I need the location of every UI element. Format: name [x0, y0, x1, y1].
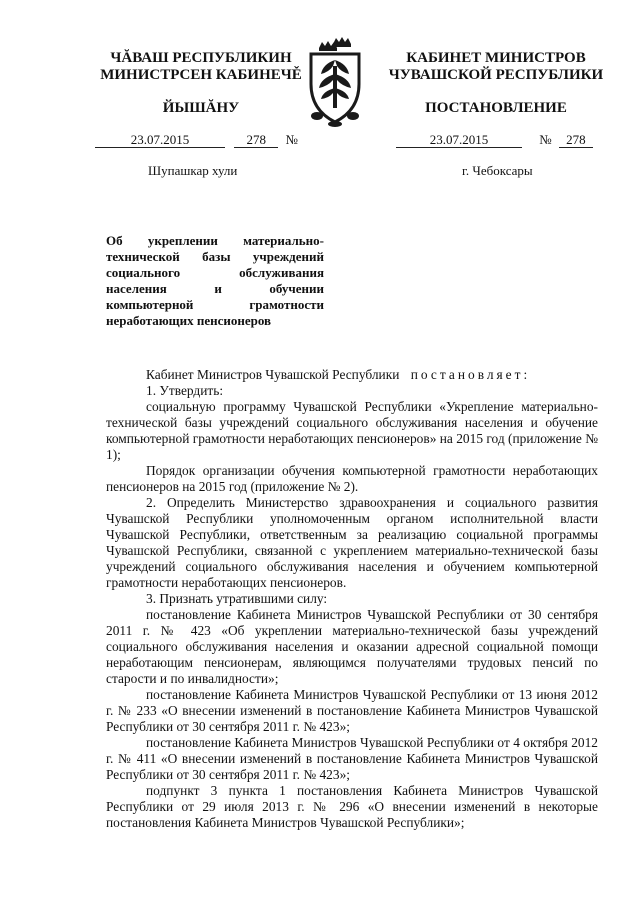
left-date: 23.07.2015 — [95, 132, 225, 148]
paragraph-5: 3. Признать утратившими силу: — [146, 591, 328, 606]
document-body — [106, 367, 598, 831]
paragraph-4: 2. Определить Министерство здравоохранения и социального развития Чувашской Республики уполномоченным органом исполнительной власти Чувашской Республики, ответственным за реализацию социальной программы Чувашской Республики, связанной с укреплением материально-технической базы учреждений социального обслуживания населения и обучением компьютерной грамотности неработающих пенсионеров. — [106, 495, 598, 590]
left-header-line2: МИНИСТРСЕН КАБИНЕЧĚ — [100, 67, 302, 83]
right-header-line2: ЧУВАШСКОЙ РЕСПУБЛИКИ — [388, 67, 604, 83]
left-number-sign: № — [285, 132, 298, 147]
paragraph-1: 1. Утвердить: — [146, 383, 224, 398]
document-subject: Об укреплении материально-технической базы учреждений социального обслуживания населения и обучении компьютерной грамотности неработающих пенсионеров — [106, 233, 324, 328]
left-number: 278 — [234, 132, 278, 148]
left-header-line1: ЧĂВАШ РЕСПУБЛИКИН — [110, 50, 292, 66]
paragraph-2: социальную программу Чувашской Республики «Укрепление материально-технической базы учреждений социального обслуживания населения и обучение компьютерной грамотности неработающих пенсионеров» на 2015 год (приложение № 1); — [106, 399, 598, 462]
right-header-line1: КАБИНЕТ МИНИСТРОВ — [406, 50, 586, 66]
right-header — [382, 50, 610, 117]
right-number-row — [396, 132, 593, 148]
right-number: 278 — [559, 132, 593, 148]
left-place: Шупашкар хули — [148, 163, 238, 178]
intro-verb: постановляет: — [410, 367, 531, 382]
paragraph-6: постановление Кабинета Министров Чувашской Республики от 30 сентября 2011 г. № 423 «Об укреплении материально-технической базы учреждений социального обслуживания населения и оказании адресной социальной помощи неработающим пенсионерам, являющимся получателями трудовых пенсий по старости и по инвалидности»; — [106, 607, 598, 686]
intro-text: Кабинет Министров Чувашской Республики — [146, 367, 400, 382]
chuvash-emblem-icon — [297, 36, 373, 128]
right-number-sign: № — [539, 132, 552, 147]
left-number-row — [95, 132, 298, 148]
left-doc-type: ЙЫШĂНУ — [162, 100, 240, 116]
intro-paragraph — [106, 367, 598, 383]
right-date: 23.07.2015 — [396, 132, 522, 148]
left-header — [96, 50, 306, 117]
paragraph-9: подпункт 3 пункта 1 постановления Кабинета Министров Чувашской Республики от 29 июля 2013 г. № 296 «О внесении изменений в некоторые постановления Кабинета Министров Чувашской Республики»; — [106, 783, 598, 830]
paragraph-7: постановление Кабинета Министров Чувашской Республики от 13 июня 2012 г. № 233 «О внесении изменений в постановление Кабинета Министров Чувашской Республики от 30 сентября 2011 г. № 423»; — [106, 687, 598, 734]
paragraph-3: Порядок организации обучения компьютерной грамотности неработающих пенсионеров на 2015 год (приложение № 2). — [106, 463, 598, 494]
right-place: г. Чебоксары — [462, 163, 533, 178]
right-doc-type: ПОСТАНОВЛЕНИЕ — [425, 100, 567, 116]
paragraph-8: постановление Кабинета Министров Чувашской Республики от 4 октября 2012 г. № 411 «О внесении изменений в постановление Кабинета Министров Чувашской Республики от 30 сентября 2011 г. № 423»; — [106, 735, 598, 782]
emblem — [297, 36, 373, 128]
